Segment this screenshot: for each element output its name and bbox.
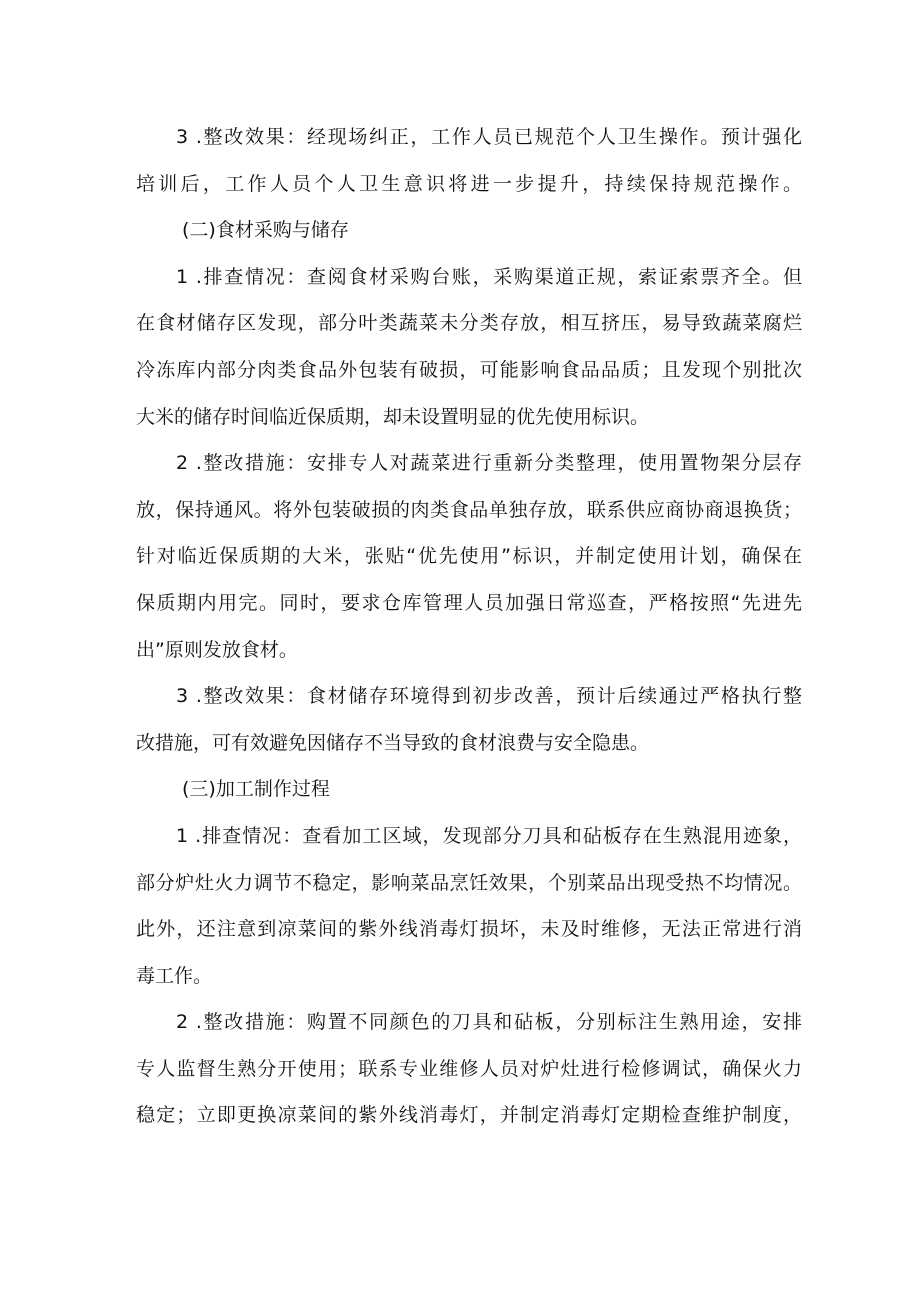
text-line: 此外，还注意到凉菜间的紫外线消毒灯损坏，未及时维修，无法正常进行消 <box>136 918 802 941</box>
text-line: 改措施，可有效避免因储存不当导致的食材浪费与安全隐患。 <box>136 731 650 754</box>
text-line: 大米的储存时间临近保质期，却未设置明显的优先使用标识。 <box>136 405 650 428</box>
text-line: 放，保持通风。将外包装破损的肉类食品单独存放，联系供应商协商退换货； <box>136 498 802 521</box>
text-line: 稳定；立即更换凉菜间的紫外线消毒灯，并制定消毒灯定期检查维护制度， <box>136 1104 802 1127</box>
section-heading: (二)食材采购与储存 <box>182 219 349 242</box>
text-line: 1 .排查情况：查阅食材采购台账，采购渠道正规，索证索票齐全。但 <box>176 265 802 288</box>
text-line: 冷冻库内部分肉类食品外包装有破损，可能影响食品品质；且发现个别批次 <box>136 358 802 381</box>
text-line: 培训后，工作人员个人卫生意识将进一步提升，持续保持规范操作。 <box>136 172 802 195</box>
text-line: 专人监督生熟分开使用；联系专业维修人员对炉灶进行检修调试，确保火力 <box>136 1057 802 1080</box>
text-line: 保质期内用完。同时，要求仓库管理人员加强日常巡查，严格按照“先进先 <box>136 591 802 614</box>
text-line: 针对临近保质期的大米，张贴“优先使用”标识，并制定使用计划，确保在 <box>136 545 802 568</box>
text-line: 2 .整改措施：安排专人对蔬菜进行重新分类整理，使用置物架分层存 <box>176 452 802 475</box>
section-heading: (三)加工制作过程 <box>182 778 330 801</box>
text-line: 出”原则发放食材。 <box>136 638 298 661</box>
text-line: 部分炉灶火力调节不稳定，影响菜品烹饪效果，个别菜品出现受热不均情况。 <box>136 871 802 894</box>
text-line: 在食材储存区发现，部分叶类蔬菜未分类存放，相互挤压，易导致蔬菜腐烂 <box>136 312 802 335</box>
text-line: 1 .排查情况：查看加工区域，发现部分刀具和砧板存在生熟混用迹象， <box>176 824 802 847</box>
text-line: 3 .整改效果：经现场纠正，工作人员已规范个人卫生操作。预计强化 <box>176 126 802 148</box>
text-line: 3 .整改效果：食材储存环境得到初步改善，预计后续通过严格执行整 <box>176 685 802 708</box>
text-line: 2 .整改措施：购置不同颜色的刀具和砧板，分别标注生熟用途，安排 <box>176 1011 802 1034</box>
text-line: 毒工作。 <box>136 964 213 987</box>
